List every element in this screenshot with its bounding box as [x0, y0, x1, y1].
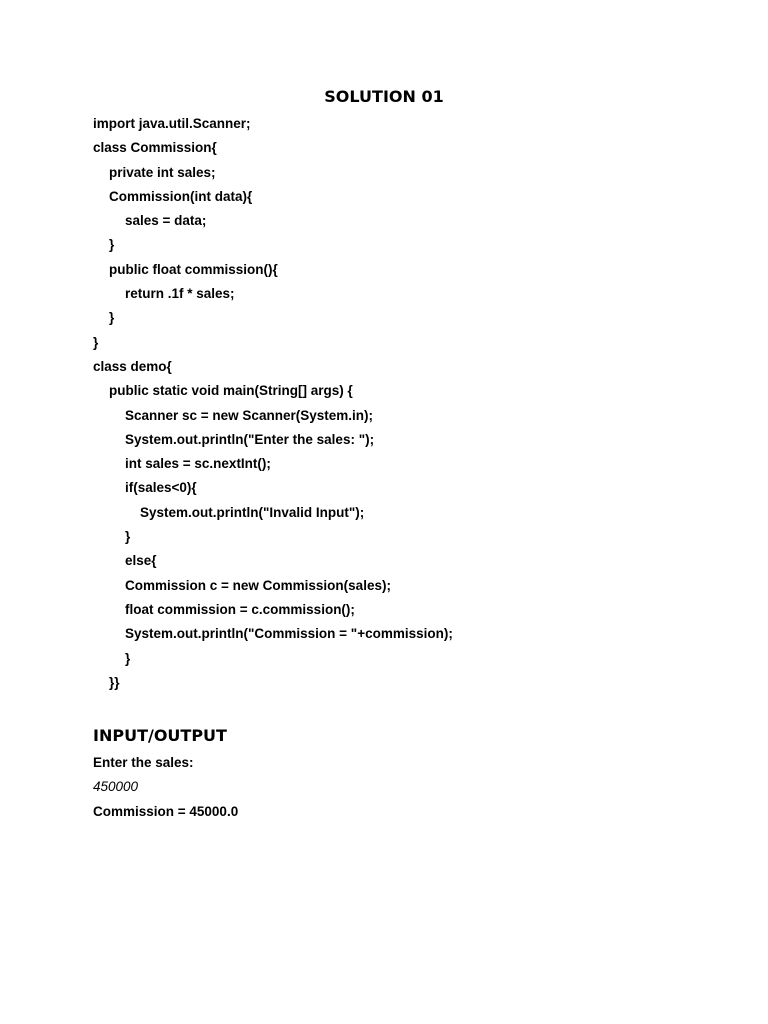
code-line: private int sales;: [109, 164, 216, 180]
code-line: }: [125, 650, 131, 666]
code-line: }: [93, 334, 99, 350]
code-line: float commission = c.commission();: [125, 601, 355, 617]
code-line: System.out.println("Invalid Input");: [140, 504, 365, 520]
io-transcript: [93, 751, 238, 824]
code-line: import java.util.Scanner;: [93, 116, 251, 131]
io-result: Commission = 45000.0: [93, 803, 239, 819]
io-prompt: Enter the sales:: [93, 755, 194, 770]
code-listing: [93, 112, 453, 695]
code-line: }: [109, 237, 115, 253]
code-line: System.out.println("Enter the sales: ");: [125, 431, 375, 447]
code-line: Commission(int data){: [109, 188, 253, 204]
code-line: public static void main(String[] args) {: [109, 383, 353, 399]
code-line: sales = data;: [125, 213, 207, 229]
code-line: class Commission{: [93, 140, 217, 156]
code-line: int sales = sc.nextInt();: [125, 456, 271, 472]
page-title: SOLUTION 01: [324, 87, 444, 106]
code-line: if(sales<0){: [125, 480, 197, 496]
code-line: Scanner sc = new Scanner(System.in);: [125, 407, 373, 423]
io-heading: INPUT/OUTPUT: [93, 726, 227, 745]
code-line: public float commission(){: [109, 261, 278, 277]
code-line: else{: [125, 553, 157, 569]
code-line: }: [109, 310, 115, 326]
code-line: }: [125, 529, 131, 545]
code-line: System.out.println("Commission = "+commission);: [125, 626, 453, 642]
io-input-value: 450000: [93, 779, 139, 795]
code-line: }}: [109, 674, 120, 690]
code-line: Commission c = new Commission(sales);: [125, 577, 391, 593]
code-line: class demo{: [93, 358, 172, 374]
code-line: return .1f * sales;: [125, 286, 235, 302]
